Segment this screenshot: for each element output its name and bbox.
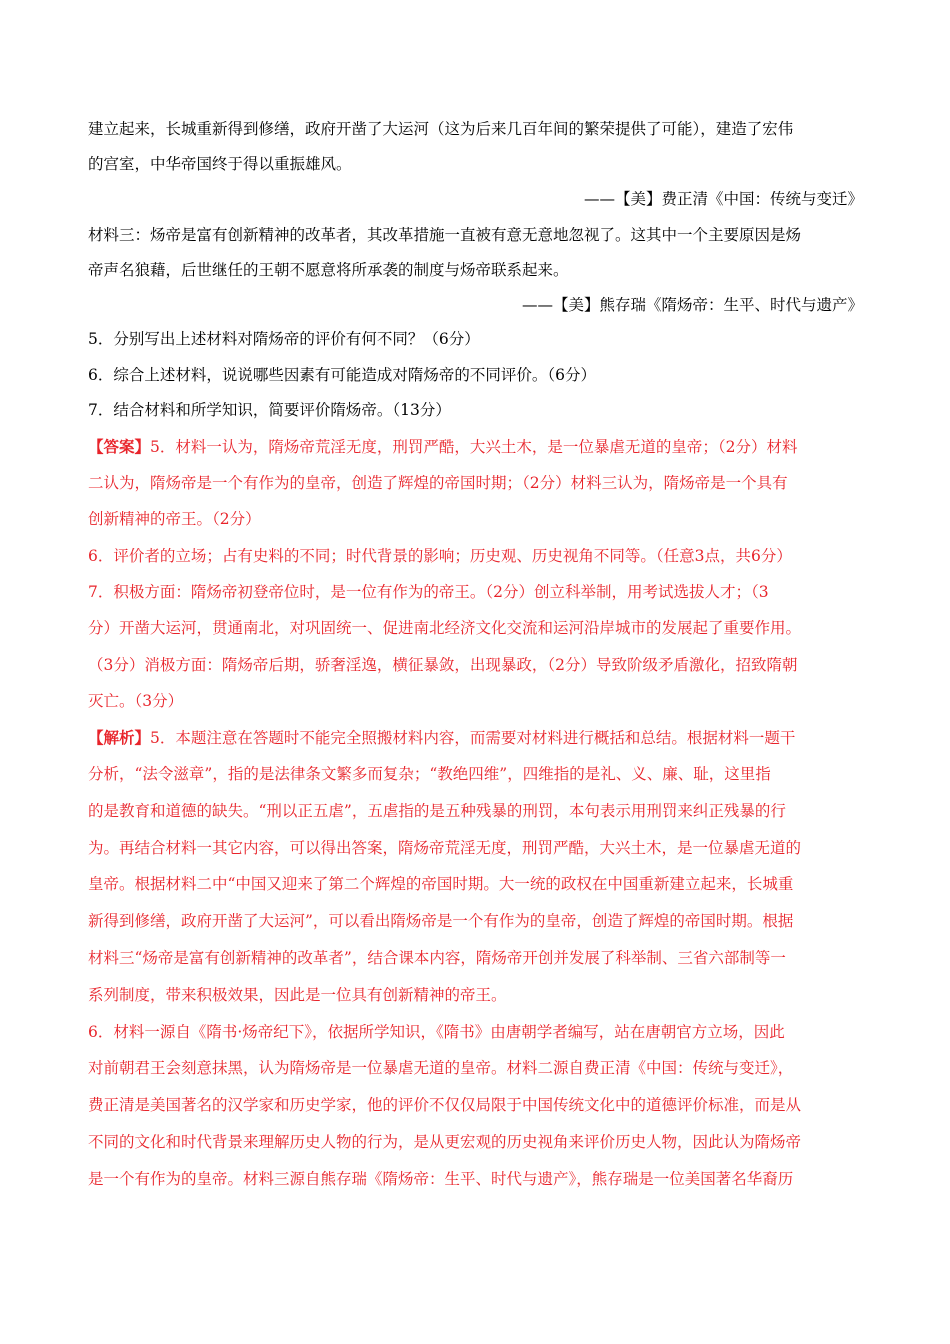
analysis-line-5: 皇帝。根据材料二中“中国又迎来了第二个辉煌的帝国时期。大一统的政权在中国重新建立起来，长城重 — [88, 875, 794, 893]
analysis-line-3: 的是教育和道德的缺失。“刑以正五虐”，五虐指的是五种残暴的刑罚，本句表示用刑罚来纠正残暴的行 — [88, 802, 786, 820]
question-6: 6．综合上述材料，说说哪些因素有可能造成对隋炀帝的不同评价。（6分） — [88, 366, 596, 384]
material2-line-1: 建立起来，长城重新得到修缮，政府开凿了大运河（这为后来几百年间的繁荣提供了可能），建造了宏伟 — [88, 120, 794, 138]
answer-line-5: 7．积极方面：隋炀帝初登帝位时，是一位有作为的帝王。（2分）创立科举制，用考试选拔人才；（3 — [88, 583, 769, 601]
analysis-line-6: 新得到修缮，政府开凿了大运河”，可以看出隋炀帝是一个有作为的皇帝，创造了辉煌的帝国时期。根据 — [88, 912, 794, 930]
answer-line-6: 分）开凿大运河，贯通南北，对巩固统一、促进南北经济文化交流和运河沿岸城市的发展起了重要作用。 — [88, 619, 802, 637]
answer-line-8: 灭亡。（3分） — [88, 692, 184, 710]
analysis-line-10: 对前朝君王会刻意抹黑，认为隋炀帝是一位暴虐无道的皇帝。材料二源自费正清《中国：传统与变迁》， — [88, 1059, 794, 1077]
material2-line-2: 的宫室，中华帝国终于得以重振雄风。 — [88, 155, 352, 173]
analysis-line-1: 【解析】5．本题注意在答题时不能完全照搬材料内容，而需要对材料进行概括和总结。根据材料一题干 — [88, 728, 796, 747]
analysis-line-9: 6．材料一源自《隋书·炀帝纪下》，依据所学知识，《隋书》由唐朝学者编写，站在唐朝官方立场，因此 — [88, 1023, 785, 1041]
analysis-tag: 【解析】 — [88, 728, 151, 747]
material3-source: ——【美】熊存瑞《隋炀帝：生平、时代与遗产》 — [521, 296, 863, 314]
answer-tag: 【答案】 — [88, 437, 151, 456]
question-5: 5．分别写出上述材料对隋炀帝的评价有何不同？（6分） — [88, 330, 480, 348]
answer-line-3: 创新精神的帝王。（2分） — [88, 510, 261, 528]
material2-source: ——【美】费正清《中国：传统与变迁》 — [583, 190, 863, 208]
analysis-line-13: 是一个有作为的皇帝。材料三源自熊存瑞《隋炀帝：生平、时代与遗产》，熊存瑞是一位美国著名华裔历 — [88, 1170, 794, 1188]
answer-line-2: 二认为，隋炀帝是一个有作为的皇帝，创造了辉煌的帝国时期；（2分）材料三认为，隋炀帝是一个具有 — [88, 474, 788, 492]
answer-line-1: 【答案】5．材料一认为，隋炀帝荒淫无度，刑罚严酷，大兴土木，是一位暴虐无道的皇帝；（2分）材料 — [88, 437, 798, 456]
answer-line-7: （3分）消极方面：隋炀帝后期，骄奢淫逸，横征暴敛，出现暴政，（2分）导致阶级矛盾激化，招致隋朝 — [88, 656, 798, 674]
answer-line-4: 6．评价者的立场；占有史料的不同；时代背景的影响；历史观、历史视角不同等。（任意3点，共6分） — [88, 547, 792, 565]
analysis-line-4: 为。再结合材料一其它内容，可以得出答案，隋炀帝荒淫无度，刑罚严酷，大兴土木，是一位暴虐无道的 — [88, 839, 802, 857]
analysis-line-12: 不同的文化和时代背景来理解历史人物的行为，是从更宏观的历史视角来评价历史人物，因此认为隋炀帝 — [88, 1133, 802, 1151]
analysis-line-2: 分析，“法令滋章”，指的是法律条文繁多而复杂；“教绝四维”，四维指的是礼、义、廉、耻，这里指 — [88, 765, 771, 783]
analysis-line-7: 材料三“炀帝是富有创新精神的改革者”，结合课本内容，隋炀帝开创并发展了科举制、三省六部制等一 — [88, 949, 786, 967]
analysis-line-11: 费正清是美国著名的汉学家和历史学家，他的评价不仅仅局限于中国传统文化中的道德评价标准，而是从 — [88, 1096, 802, 1114]
material3-line-1: 材料三：炀帝是富有创新精神的改革者，其改革措施一直被有意无意地忽视了。这其中一个主要原因是炀 — [88, 226, 802, 244]
material3-line-2: 帝声名狼藉，后世继任的王朝不愿意将所承袭的制度与炀帝联系起来。 — [88, 261, 569, 279]
question-7: 7．结合材料和所学知识，简要评价隋炀帝。（13分） — [88, 401, 451, 419]
analysis-line-8: 系列制度，带来积极效果，因此是一位具有创新精神的帝王。 — [88, 986, 507, 1004]
